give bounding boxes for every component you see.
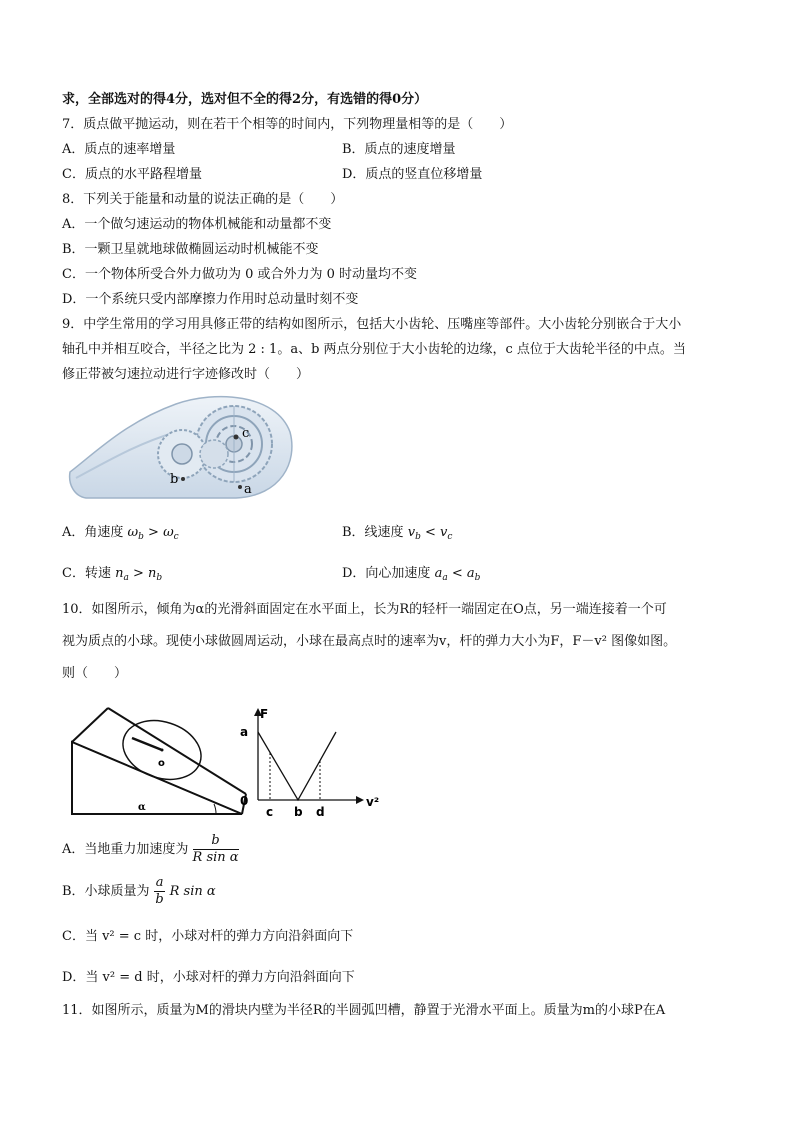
q9-option-a-formula: $\omega_b > \omega_c$	[127, 525, 179, 542]
q9-option-d-formula: $a_a < a_b$	[434, 566, 481, 583]
q9-stem-line3: 修正带被匀速拉动进行字迹修改时（ ）	[62, 367, 310, 382]
small-gear	[158, 430, 206, 478]
q10-option-b	[62, 874, 216, 910]
q9-option-d	[342, 565, 480, 587]
q10-option-a-denominator: R sin α	[192, 850, 239, 865]
point-a-label: a	[244, 482, 252, 497]
q10-option-a-fraction	[193, 833, 239, 866]
q7-option-a: A．质点的速率增量	[62, 142, 176, 157]
q9-stem-line2: 轴孔中并相互咬合，半径之比为 2 : 1。a、b 两点分别位于大小齿轮的边缘，c 点位于大齿轮半径的中点。当	[62, 342, 686, 357]
q8-option-d: D．一个系统只受内部摩擦力作用时总动量时刻不变	[62, 292, 359, 307]
axis-v2-label: v²	[366, 795, 380, 809]
q8-option-a: A．一个做匀速运动的物体机械能和动量都不变	[62, 217, 332, 232]
q9-stem-line1: 9．中学生常用的学习用具修正带的结构如图所示，包括大小齿轮、压嘴座等部件。大小齿轮分别嵌合于大小	[62, 317, 682, 332]
point-c-label: c	[242, 426, 250, 441]
intercept-a-label: a	[240, 725, 249, 739]
q10-option-b-label: B．小球质量为	[62, 884, 150, 899]
q9-option-b	[342, 524, 452, 546]
q7-option-d: D．质点的竖直位移增量	[342, 167, 483, 182]
q10-option-b-fraction	[154, 875, 166, 908]
q10-option-a	[62, 832, 239, 868]
angle-alpha-label: α	[138, 802, 146, 813]
q10-option-a-label: A．当地重力加速度为	[62, 842, 189, 857]
q8-stem: 8．下列关于能量和动量的说法正确的是（ ）	[62, 192, 344, 207]
q9-option-c-formula: $n_a > n_b$	[115, 566, 163, 583]
q10-option-b-denominator: b	[155, 892, 164, 907]
point-o-label: o	[158, 758, 165, 769]
q8-option-b: B．一颗卫星就地球做椭圆运动时机械能不变	[62, 242, 319, 257]
q10-option-b-tail: R sin α	[169, 884, 216, 899]
incline-figure	[66, 700, 248, 822]
q7-stem: 7．质点做平抛运动，则在若干个相等的时间内，下列物理量相等的是（ ）	[62, 117, 513, 132]
q9-option-b-formula: $v_b < v_c$	[407, 525, 453, 542]
q9-option-a-label: A．角速度	[62, 525, 124, 540]
f-v2-graph	[232, 702, 392, 824]
q10-stem-line3: 则（ ）	[62, 666, 128, 681]
q8-option-c: C．一个物体所受合外力做功为 0 或合外力为 0 时动量均不变	[62, 267, 418, 282]
q10-option-d: D．当 v² = d 时，小球对杆的弹力方向沿斜面向下	[62, 970, 355, 985]
q7-option-b: B．质点的速度增量	[342, 142, 456, 157]
q10-stem-line2: 视为质点的小球。现使小球做圆周运动，小球在最高点时的速率为v，杆的弹力大小为F，F－v² 图像如图。	[62, 634, 677, 649]
q9-option-d-label: D．向心加速度	[342, 566, 431, 581]
tick-d-label: d	[316, 805, 325, 819]
q10-option-c: C．当 v² = c 时，小球对杆的弹力方向沿斜面向下	[62, 929, 354, 944]
q11-stem: 11．如图所示，质量为M的滑块内壁为半径R的半圆弧凹槽，静置于光滑水平面上。质量为m的小球P在A	[62, 1003, 666, 1018]
q9-option-a	[62, 524, 179, 546]
q10-stem-line1: 10．如图所示，倾角为α的光滑斜面固定在水平面上，长为R的轻杆一端固定在O点，另一端连接着一个可	[62, 602, 667, 617]
q9-option-c	[62, 565, 162, 587]
correction-tape-figure	[66, 392, 298, 502]
origin-label: 0	[240, 794, 249, 808]
tick-c-label: c	[266, 805, 274, 819]
axis-f-label: F	[260, 707, 269, 721]
q10-option-a-numerator: b	[193, 833, 239, 850]
tick-b-label: b	[294, 805, 303, 819]
point-b-label: b	[170, 472, 179, 487]
section-instruction: 求，全部选对的得4分，选对但不全的得2分，有选错的得0分）	[62, 92, 428, 107]
q10-option-b-numerator: a	[155, 875, 164, 890]
q7-option-c: C．质点的水平路程增量	[62, 167, 202, 182]
q9-option-c-label: C．转速	[62, 566, 111, 581]
q9-option-b-label: B．线速度	[342, 525, 404, 540]
